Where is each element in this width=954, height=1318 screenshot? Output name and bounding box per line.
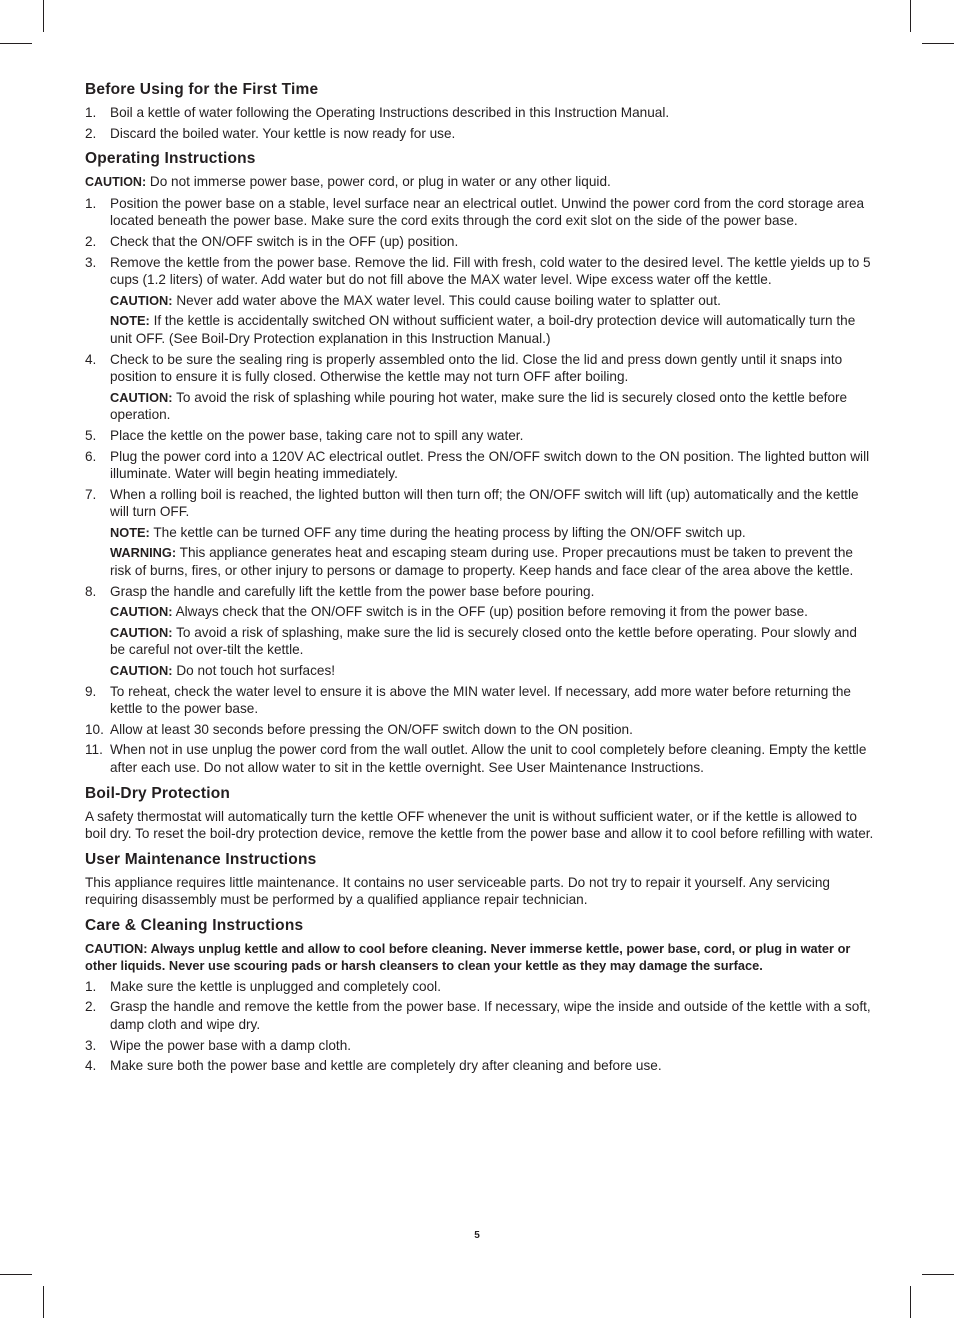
note-label: CAUTION: [110,389,173,405]
section-heading: Care & Cleaning Instructions [85,916,304,934]
step-number: 2. [85,125,97,141]
step-number: 2. [85,233,97,249]
note [85,524,875,542]
note-label: CAUTION: [110,663,173,679]
crop-mark [922,1274,954,1275]
manual-page [85,80,875,1075]
crop-mark [922,43,954,44]
step-text: Remove the kettle from the power base. Remove the lid. Fill with fresh, cold water to the desired level. The kettle yields up to 5 cups (1.2 liters) of water. Add water but do not fill above the MAX water level. Wipe excess water off the kettle. [110,254,871,288]
caution-note [85,603,875,621]
step-list [85,583,875,601]
crop-mark [0,43,32,44]
list-item [85,427,875,445]
caution-note [85,624,875,659]
step-text: Make sure the kettle is unplugged and completely cool. [110,978,441,994]
section-operating [85,149,875,776]
list-item [85,683,875,718]
step-number: 9. [85,683,97,699]
step-text: Make sure both the power base and kettle are completely dry after cleaning and before use. [110,1058,662,1074]
list-item [85,448,875,483]
step-number: 5. [85,427,97,443]
crop-mark [910,0,911,32]
list-item [85,1037,875,1055]
step-text: Position the power base on a stable, level surface near an electrical outlet. Unwind the power cord from the cord storage area located beneath the power base. Make sure the cord exits through the cord exit slot on the side of the power base. [110,195,865,229]
step-list [85,104,875,142]
section-heading: User Maintenance Instructions [85,850,317,868]
note-text: To avoid a risk of splashing, make sure the lid is securely closed onto the kettle before operating. Pour slowly and be careful not over-tilt the kettle. [110,624,857,658]
note-label: CAUTION: [110,624,173,640]
section-heading: Before Using for the First Time [85,81,319,98]
step-number: 6. [85,448,97,464]
list-item [85,351,875,386]
step-number: 3. [85,1037,97,1053]
list-item [85,741,875,776]
step-number: 2. [85,999,97,1015]
caution-text: Do not immerse power base, power cord, or plug in water or any other liquid. [146,174,611,190]
page-number: 5 [474,1230,480,1241]
section-text: This appliance requires little maintenance. It contains no user serviceable parts. Do not try to repair it yourself. Any servicing requiring disassembly must be performed by a qualified appliance repair technician. [85,874,830,908]
crop-mark [43,0,44,32]
step-number: 3. [85,254,97,270]
note-text: Never add water above the MAX water level. This could cause boiling water to splatter out. [172,292,721,308]
step-text: Check that the ON/OFF switch is in the OFF (up) position. [110,233,459,249]
step-text: When not in use unplug the power cord from the wall outlet. Allow the unit to cool completely before cleaning. Empty the kettle after each use. Do not allow water to sit in the kettle overnight. See User Maintenance Instructions. [110,742,867,775]
section-heading: Boil-Dry Protection [85,784,231,802]
step-text: To reheat, check the water level to ensure it is above the MIN water level. If necessary, add more water before returning the kettle to the power base. [110,683,851,717]
section-heading: Operating Instructions [85,150,256,168]
note-label: CAUTION: [110,604,173,620]
step-number: 1. [85,105,97,120]
caution-note [85,389,875,424]
note-text: The kettle can be turned OFF any time during the heating process by lifting the ON/OFF switch up. [149,524,746,540]
note-text: Do not touch hot surfaces! [172,663,336,679]
step-number: 1. [85,978,97,994]
list-item [85,1057,875,1075]
step-number: 8. [85,583,97,599]
list-item [85,125,875,143]
crop-mark [43,1286,44,1318]
step-text: Wipe the power base with a damp cloth. [110,1037,352,1053]
note [85,312,875,347]
step-text: Discard the boiled water. Your kettle is now ready for use. [110,125,456,141]
step-list [85,195,875,289]
step-text: Place the kettle on the power base, taking care not to spill any water. [110,427,524,443]
caution-paragraph: CAUTION: Always unplug kettle and allow to cool before cleaning. Never immerse kettle, power base, cord, or plug in water or other liquids. Never use scouring pads or harsh cleansers to clean your kettle as they may damage the surface. [85,940,851,974]
step-number: 7. [85,486,97,502]
list-item [85,104,875,122]
section-boil-dry [85,784,875,843]
note-label: NOTE: [110,313,150,329]
step-list [85,351,875,386]
step-text: Boil a kettle of water following the Operating Instructions described in this Instruction Manual. [110,105,670,120]
step-number: 4. [85,1058,97,1074]
step-number: 4. [85,351,97,367]
note-text: To avoid the risk of splashing while pouring hot water, make sure the lid is securely closed onto the kettle before operation. [110,389,848,423]
section-cleaning [85,916,875,1075]
step-text: Plug the power cord into a 120V AC electrical outlet. Press the ON/OFF switch down to the ON position. The lighted button will illuminate. Water will begin heating immediately. [110,448,870,482]
step-text: Check to be sure the sealing ring is properly assembled onto the lid. Close the lid and press down gently until it snaps into position to ensure it is fully closed. Otherwise the kettle may not turn OFF after boiling. [110,351,843,385]
step-text: Grasp the handle and carefully lift the kettle from the power base before pouring. [110,583,595,599]
step-list [85,427,875,521]
caution-note [85,292,875,310]
list-item [85,998,875,1033]
list-item [85,583,875,601]
step-number: 1. [85,195,97,211]
section-text: A safety thermostat will automatically turn the kettle OFF whenever the unit is without sufficient water, or if the kettle is allowed to boil dry. To reset the boil-dry protection device, remove the kettle from the power base and allow it to cool before refilling with water. [85,808,874,842]
note-label: WARNING: [110,545,177,561]
warning-note [85,544,875,579]
note-label: CAUTION: [110,292,173,308]
section-first-time [85,80,875,142]
list-item [85,486,875,521]
list-item [85,195,875,230]
list-item [85,721,875,739]
list-item [85,978,875,996]
step-number: 10. [85,721,104,737]
step-text: When a rolling boil is reached, the lighted button will then turn off; the ON/OFF switch will lift (up) automatically and the kettle will turn OFF. [110,486,859,520]
list-item [85,254,875,289]
step-list [85,978,875,1075]
note-text: If the kettle is accidentally switched ON without sufficient water, a boil-dry protection device will automatically turn the unit OFF. (See Boil-Dry Protection explanation in this Instruction Manual.) [110,313,856,346]
note-text: This appliance generates heat and escaping steam during use. Proper precautions must be taken to prevent the risk of burns, fires, or other injury to persons or damage to property. Keep hands and face clear of the area above the kettle. [110,545,854,579]
step-text: Allow at least 30 seconds before pressing the ON/OFF switch down to the ON position. [110,721,633,737]
step-text: Grasp the handle and remove the kettle from the power base. If necessary, wipe the inside and outside of the kettle with a soft, damp cloth and wipe dry. [110,999,871,1032]
caution-paragraph [85,173,875,192]
caution-label: CAUTION: [85,175,147,190]
note-label: NOTE: [110,524,150,540]
list-item [85,233,875,251]
caution-note [85,662,875,680]
note-text: Always check that the ON/OFF switch is in the OFF (up) position before removing it from the power base. [172,604,808,620]
step-list [85,683,875,777]
step-number: 11. [85,742,103,758]
crop-mark [910,1286,911,1318]
crop-mark [0,1274,32,1275]
section-maintenance [85,850,875,909]
